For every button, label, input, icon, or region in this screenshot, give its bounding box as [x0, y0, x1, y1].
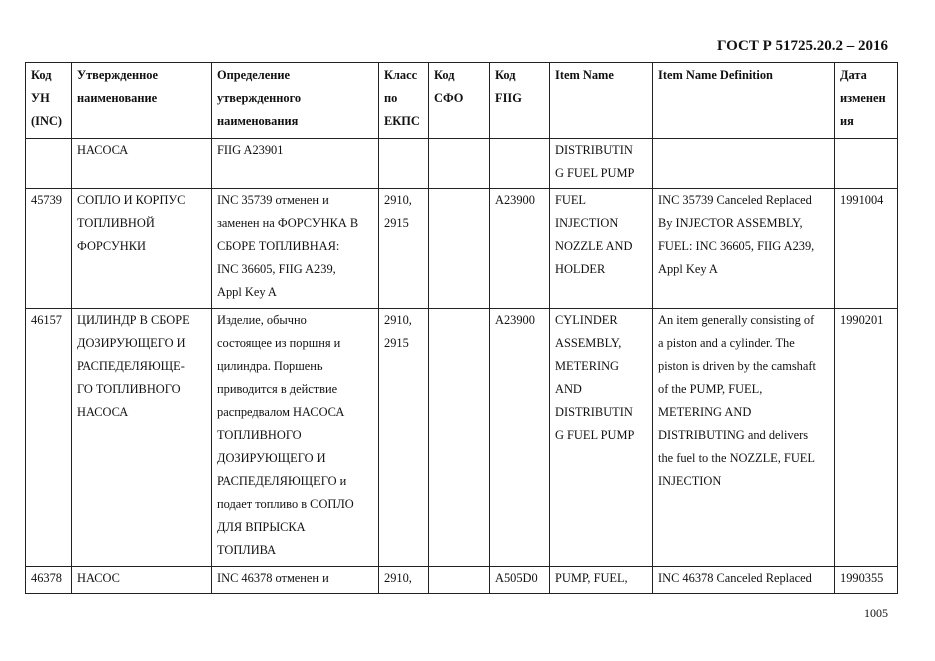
table-row [26, 567, 898, 594]
cell-item-name: PUMP, FUEL, [550, 567, 653, 594]
column-header-fiig-code: Код FIIG [490, 63, 550, 139]
table-row [26, 139, 898, 189]
cell-name-definition: INC 35739 отменен и заменен на ФОРСУНКА В СБОРЕ ТОПЛИВНАЯ: INC 36605, FIIG A239, Appl Key A [212, 189, 379, 309]
cell-approved-name: НАСОС [72, 567, 212, 594]
cell-change-date: 1990355 [835, 567, 898, 594]
cell-item-name: DISTRIBUTIN G FUEL PUMP [550, 139, 653, 189]
cell-sfo-code [429, 189, 490, 309]
cell-change-date: 1990201 [835, 309, 898, 567]
cell-fiig-code: A505D0 [490, 567, 550, 594]
cell-inc: 45739 [26, 189, 72, 309]
cell-ekps-class: 2910, 2915 [379, 309, 429, 567]
cell-sfo-code [429, 309, 490, 567]
cell-item-name: FUEL INJECTION NOZZLE AND HOLDER [550, 189, 653, 309]
table-row [26, 309, 898, 567]
column-header-inc: Код УН (INC) [26, 63, 72, 139]
cell-approved-name: ЦИЛИНДР В СБОРЕ ДОЗИРУЮЩЕГО И РАСПЕДЕЛЯЮЩЕ- ГО ТОПЛИВНОГО НАСОСА [72, 309, 212, 567]
column-header-item-name-definition: Item Name Definition [653, 63, 835, 139]
cell-item-name-definition: An item generally consisting of a piston and a cylinder. The piston is driven by the camshaft of the PUMP, FUEL, METERING AND DISTRIBUTING and delivers the fuel to the NOZZLE, FUEL INJECTION [653, 309, 835, 567]
table-header-row [26, 63, 898, 139]
cell-fiig-code [490, 139, 550, 189]
data-table [25, 62, 898, 594]
cell-name-definition: INC 46378 отменен и [212, 567, 379, 594]
cell-item-name: CYLINDER ASSEMBLY, METERING AND DISTRIBUTIN G FUEL PUMP [550, 309, 653, 567]
column-header-ekps-class: Класс по ЕКПС [379, 63, 429, 139]
cell-change-date: 1991004 [835, 189, 898, 309]
cell-fiig-code: A23900 [490, 309, 550, 567]
cell-approved-name: СОПЛО И КОРПУС ТОПЛИВНОЙ ФОРСУНКИ [72, 189, 212, 309]
cell-inc: 46157 [26, 309, 72, 567]
cell-sfo-code [429, 139, 490, 189]
cell-ekps-class: 2910, [379, 567, 429, 594]
column-header-name-definition: Определение утвержденного наименования [212, 63, 379, 139]
column-header-item-name: Item Name [550, 63, 653, 139]
cell-item-name-definition: INC 35739 Canceled Replaced By INJECTOR ASSEMBLY, FUEL: INC 36605, FIIG A239, Appl Key A [653, 189, 835, 309]
cell-change-date [835, 139, 898, 189]
document-standard-header: ГОСТ Р 51725.20.2 – 2016 [716, 38, 888, 54]
column-header-sfo-code: Код СФО [429, 63, 490, 139]
cell-inc: 46378 [26, 567, 72, 594]
cell-fiig-code: A23900 [490, 189, 550, 309]
cell-sfo-code [429, 567, 490, 594]
cell-ekps-class [379, 139, 429, 189]
column-header-change-date: Дата изменен ия [835, 63, 898, 139]
column-header-approved-name: Утвержденное наименование [72, 63, 212, 139]
cell-approved-name: НАСОСА [72, 139, 212, 189]
table-row [26, 189, 898, 309]
cell-name-definition: FIIG A23901 [212, 139, 379, 189]
cell-item-name-definition: INC 46378 Canceled Replaced [653, 567, 835, 594]
page-number: 1005 [864, 606, 888, 620]
cell-inc [26, 139, 72, 189]
cell-item-name-definition [653, 139, 835, 189]
cell-name-definition: Изделие, обычно состоящее из поршня и цилиндра. Поршень приводится в действие распредвалом НАСОСА ТОПЛИВНОГО ДОЗИРУЮЩЕГО И РАСПЕДЕЛЯЮЩЕГО и подает топливо в СОПЛО ДЛЯ ВПРЫСКА ТОПЛИВА [212, 309, 379, 567]
cell-ekps-class: 2910, 2915 [379, 189, 429, 309]
